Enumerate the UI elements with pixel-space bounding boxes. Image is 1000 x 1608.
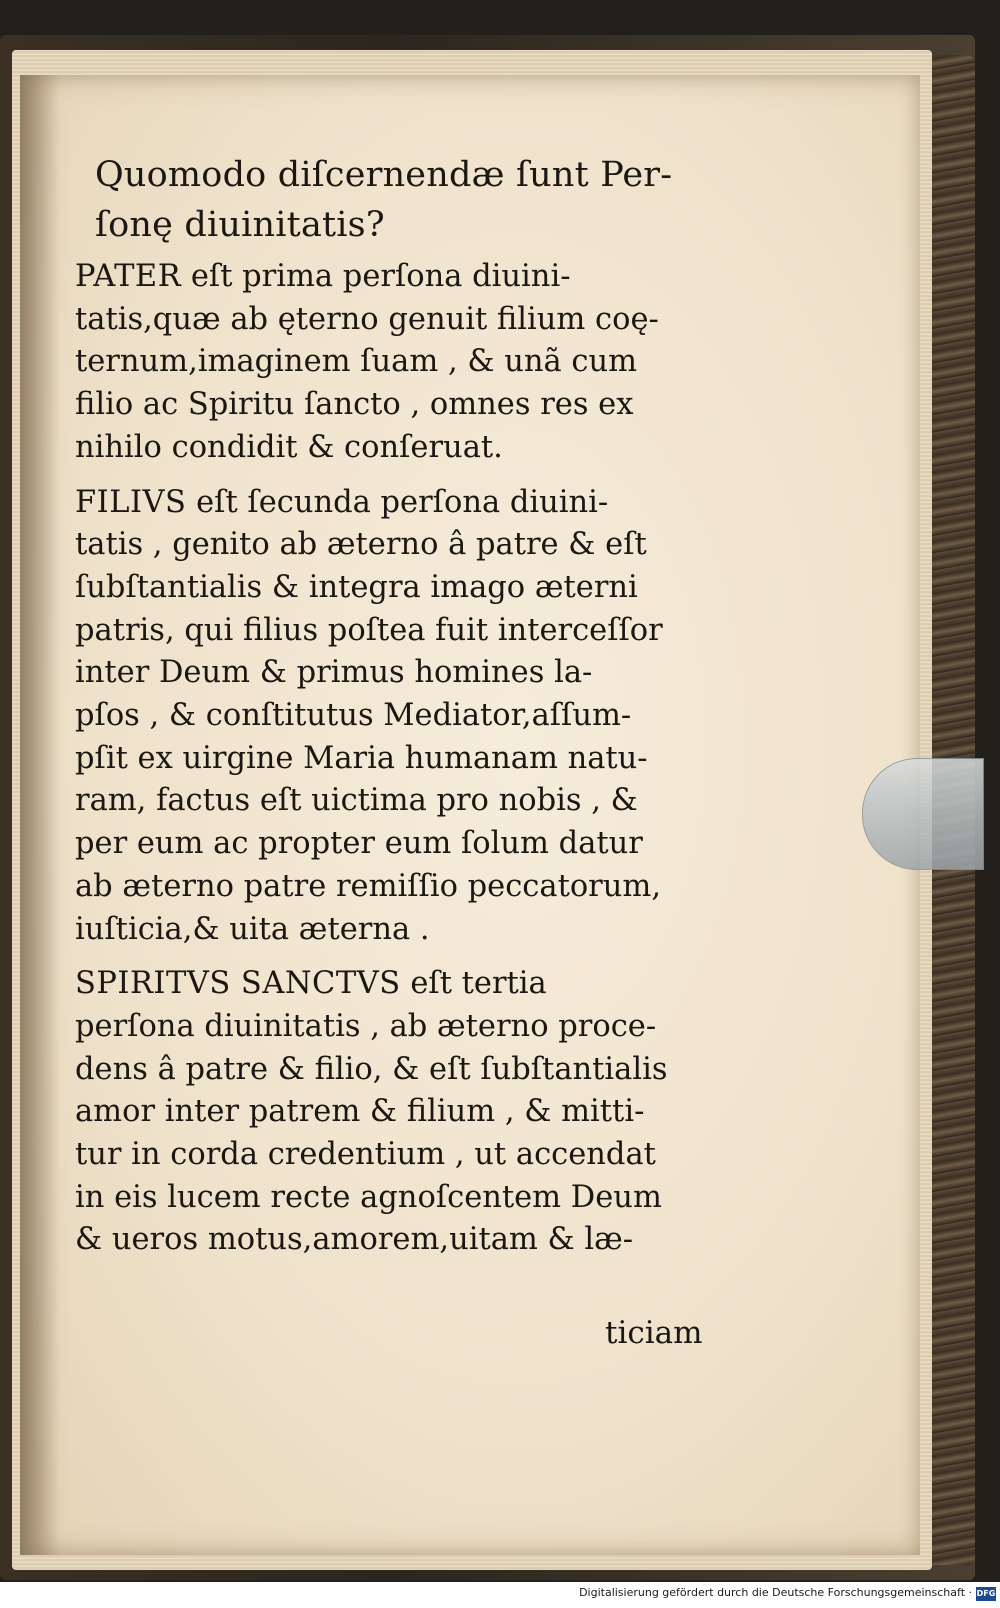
paragraph-body: eſt prima perſona diuini- tatis,quæ ab ęterno genuit filium coę- ternum,imaginem ſuam , & unã cum filio ac Spiritu ſancto , omnes res ex nihilo condidit & conſeruat.	[75, 259, 659, 465]
page-text	[75, 150, 715, 1262]
dfg-logo-icon: DFG	[976, 1587, 996, 1601]
paragraph-lead-word: SPIRITVS SANCTVS	[75, 966, 401, 1002]
paragraph-pater	[75, 256, 715, 470]
footer-credit: Digitalisierung gefördert durch die Deutsche Forschungsgemeinschaft ·	[579, 1586, 972, 1599]
paragraph-body: eſt ſecunda perſona diuini- tatis , genito ab æterno â patre & eſt ſubſtantialis & integra imago æterni patris, qui filius poſtea fuit interceſſor inter Deum & primus homines la- pſos , & conſtitutus Mediator,aſſum- pſit ex uirgine Maria humanam natu- ram, factus eſt uictima pro nobis , & per eum ac propter eum ſolum datur ab æterno patre remiſſio peccatorum, iuſticia,& uita æterna .	[75, 484, 663, 947]
paragraph-lead-word: FILIVS	[75, 484, 187, 520]
paragraph-spiritus-sanctus	[75, 963, 715, 1262]
paragraph-filius	[75, 482, 715, 952]
paragraph-body: eſt tertia perſona diuinitatis , ab æterno proce- dens â patre & filio, & eſt ſubſtantialis amor inter patrem & filium , & mitti- tur in corda credentium , ut accendat in eis lucem recte agnoſcentem Deum & ueros motus,amorem,uitam & læ-	[75, 966, 668, 1258]
bookmark-clip	[862, 758, 984, 870]
gutter-shadow	[20, 75, 60, 1555]
page-heading: Quomodo diſcernendæ ſunt Per- ſonę diuinitatis?	[95, 155, 673, 245]
paragraph-lead-word: PATER	[75, 259, 182, 294]
catchword: ticiam	[605, 1315, 703, 1351]
digitization-footer	[0, 1582, 1000, 1608]
